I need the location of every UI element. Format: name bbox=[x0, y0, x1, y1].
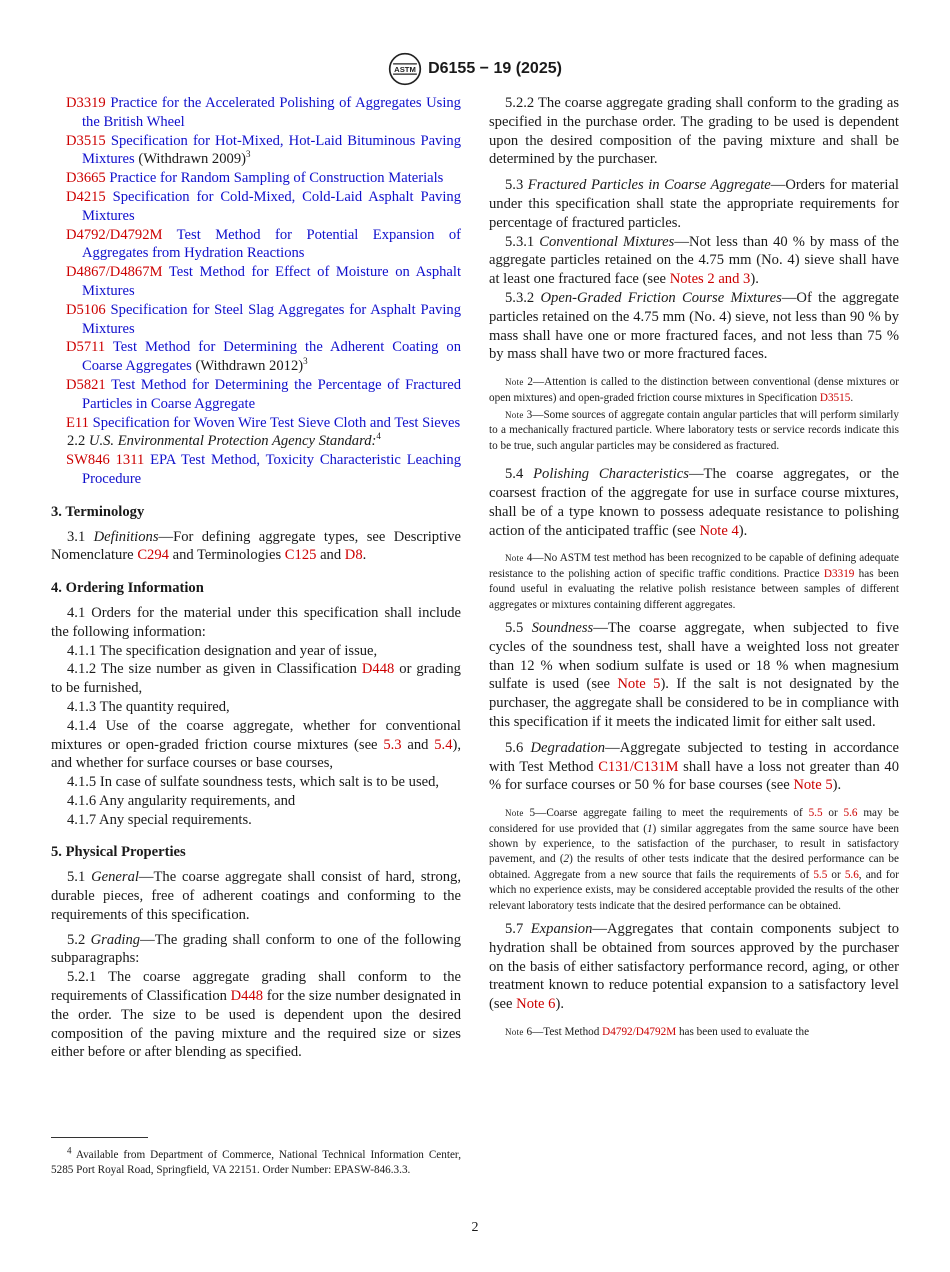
designation-title: D6155 − 19 (2025) bbox=[428, 60, 562, 77]
reference-item bbox=[51, 226, 461, 264]
ref-title-link[interactable]: Specification for Woven Wire Test Sieve Cloth and Test Sieves bbox=[92, 414, 461, 431]
ref-link[interactable]: C125 bbox=[284, 547, 317, 564]
page-header bbox=[0, 52, 950, 91]
ref-title-link[interactable]: Specification for Hot-Mixed, Hot-Laid Bituminous Paving Mixtures bbox=[82, 132, 461, 168]
ref-title-link[interactable]: EPA Test Method, Toxicity Characteristic Leaching Procedure bbox=[82, 452, 461, 487]
ref-code-link[interactable]: D3665 bbox=[66, 170, 106, 187]
reference-item bbox=[51, 376, 461, 414]
paragraph-5-7: 5.7 Expansion—Aggregates that contain components subject to hydration shall be obtained from sources approved by the purchaser on the basis of either satisfactory performance record, aging, or other treatment known to reduce potential expansion to a satisfactory level (see Note 6). bbox=[489, 921, 900, 1013]
ref-link[interactable]: C131/C131M bbox=[598, 758, 679, 775]
paragraph-5-3-1: 5.3.1 Conventional Mixtures—Not less than 40 % by mass of the aggregate particles retained on the 4.75 mm (No. 4) sieve shall have at least one fractured face (see Notes 2 and 3). bbox=[489, 233, 899, 288]
paragraph-4-1-4: 4.1.4 Use of the coarse aggregate, whether for conventional mixtures or open-graded friction course mixtures (see 5.3 and 5.4), and whether for surface courses or base courses, bbox=[51, 717, 462, 772]
svg-text:ASTM: ASTM bbox=[394, 64, 416, 74]
reference-item bbox=[51, 188, 461, 226]
ref-link[interactable]: D448 bbox=[361, 661, 395, 678]
left-column bbox=[51, 94, 461, 1062]
footnote-separator bbox=[51, 1137, 148, 1138]
paragraph-4-1-5: 4.1.5 In case of sulfate soundness tests, which salt is to be used, bbox=[67, 774, 440, 791]
paragraph-5-2-1: 5.2.1 The coarse aggregate grading shall conform to the requirements of Classification D448 for the size number designated in the order. The size to be used is dependent upon the desired composition of the paving mixture and the required size or sizes either before or after blending as specified. bbox=[51, 969, 461, 1061]
ref-code-link[interactable]: D5821 bbox=[66, 376, 106, 393]
reference-item bbox=[51, 451, 461, 489]
section-heading-ordering: 4. Ordering Information bbox=[51, 580, 204, 597]
section-link[interactable]: 5.5 bbox=[813, 868, 828, 881]
paragraph-4-1-2: 4.1.2 The size number as given in Classification D448 or grading to be furnished, bbox=[51, 661, 461, 697]
note-link[interactable]: Note 5 bbox=[793, 777, 833, 794]
ref-code-link[interactable]: SW846 1311 bbox=[66, 452, 145, 469]
note-6: Note 6—Test Method D4792/D4792M has been used to evaluate the bbox=[505, 1026, 810, 1038]
paragraph-5-5: 5.5 Soundness—The coarse aggregate, when subjected to five cycles of the soundness test, shall have a weighted loss not greater than 12 % when sodium sulfate is used or 18 % when magnesium sulfate is used (see Note 5). If the salt is not designated by the purchaser, the aggregate shall be considered to be in compliance with this specification if it meets the indicated limit for either salt used. bbox=[489, 620, 899, 730]
epa-standard-heading: 2.2 U.S. Environmental Protection Agency Standard:$^4$ bbox=[67, 431, 381, 450]
ref-footnote-mark: 3 bbox=[245, 149, 251, 160]
ref-title-link[interactable]: Test Method for Potential Expansion of Aggregates from Hydration Reactions bbox=[82, 226, 461, 262]
paragraph-5-3: 5.3 Fractured Particles in Coarse Aggregate—Orders for material under this specification shall state the appropriate requirements for percentage of fractured particles. bbox=[489, 177, 899, 231]
paragraph-5-4: 5.4 Polishing Characteristics—The coarse aggregates, or the coarsest fraction of the aggregate for use in surface course mixtures, shall be of a type known to possess adequate resistance to polishing action of the anticipated traffic (see Note 4). bbox=[489, 466, 899, 539]
ref-withdrawn-note: (Withdrawn 2009) bbox=[134, 151, 246, 168]
reference-item bbox=[51, 132, 461, 170]
astm-logo-icon bbox=[388, 52, 422, 86]
paragraph-4-1-1: 4.1.1 The specification designation and year of issue, bbox=[67, 642, 378, 659]
section-link[interactable]: 5.6 bbox=[843, 807, 858, 820]
paragraph-3-1: 3.1 Definitions—For defining aggregate types, see Descriptive Nomenclature C294 and Terminologies C125 and D8. bbox=[51, 528, 461, 564]
note-4: Note 4—No ASTM test method has been recognized to be capable of defining adequate resistance to the polishing action of specific traffic conditions. Practice D3319 has been found useful in evaluating the relative polish resistance between samples of different aggregates or mixtures containing different aggregates. bbox=[489, 552, 899, 611]
paragraph-5-3-2: 5.3.2 Open-Graded Friction Course Mixtures—Of the aggregate particles retained on the 4.75 mm (No. 4) sieve, not less than 90 % by mass shall have one or more fractured faces, and not less than 75 % by mass shall have two or more fractured faces. bbox=[489, 289, 899, 363]
reference-item bbox=[51, 414, 461, 433]
note-link[interactable]: Note 4 bbox=[699, 522, 739, 539]
note-5: Note 5—Coarse aggregate failing to meet the requirements of 5.5 or 5.6 may be considered for use provided that (1) similar aggregates from the same source have been shown by experience, to the satisfaction of the purchaser, to result in satisfactory pavement, and (2) the results of other tests indicate that the desired performance can be obtained. Aggregate from a new source that fails the requirements of 5.5 or 5.6, and for which no experience exists, may be considered acceptable provided the results of the other relevant laboratory tests indicate that the desired performance can be obtained. bbox=[489, 807, 899, 912]
note-2: Note 2—Attention is called to the distinction between conventional (dense mixtures or open mixtures) and open-graded friction course mixtures in Specification D3515. bbox=[489, 376, 900, 404]
ref-link[interactable]: D3319 bbox=[823, 567, 855, 580]
ref-title-link[interactable]: Practice for the Accelerated Polishing of Aggregates Using the British Wheel bbox=[82, 95, 461, 130]
ref-code-link[interactable]: E11 bbox=[66, 414, 89, 431]
ref-code-link[interactable]: D5711 bbox=[66, 339, 106, 356]
reference-item bbox=[51, 169, 461, 188]
page-number: 2 bbox=[471, 1220, 479, 1235]
section-link[interactable]: 5.3 bbox=[383, 736, 402, 753]
ref-code-link[interactable]: D4215 bbox=[66, 188, 106, 205]
reference-item bbox=[51, 301, 461, 339]
ref-title-link[interactable]: Specification for Steel Slag Aggregates for Asphalt Paving Mixtures bbox=[82, 301, 461, 337]
paragraph-4-1-6: 4.1.6 Any angularity requirements, and bbox=[67, 792, 296, 809]
ref-link[interactable]: D3515 bbox=[819, 391, 851, 404]
section-link[interactable]: 5.4 bbox=[434, 736, 453, 753]
ref-code-link[interactable]: D4792/D4792M bbox=[66, 226, 163, 243]
ref-link[interactable]: D448 bbox=[230, 988, 264, 1005]
ref-code-link[interactable]: D5106 bbox=[66, 301, 106, 318]
ref-footnote-mark: 3 bbox=[303, 356, 308, 367]
reference-list bbox=[51, 94, 461, 432]
note-link[interactable]: Note 6 bbox=[516, 996, 556, 1013]
ref-link[interactable]: D8 bbox=[344, 547, 363, 564]
footnote-4: $^4$ Available from Department of Commerce, National Technical Information Center, 5285 Port Royal Road, Springfield, VA 22151. Order Number: EPASW-846.3.3. bbox=[51, 1145, 461, 1177]
paragraph-5-2: 5.2 Grading—The grading shall conform to one of the following subparagraphs: bbox=[51, 931, 461, 967]
section-heading-physical: 5. Physical Properties bbox=[51, 844, 186, 861]
section-link[interactable]: 5.6 bbox=[844, 868, 859, 881]
ref-link[interactable]: C294 bbox=[137, 547, 169, 564]
ref-title-link[interactable]: Test Method for Determining the Percentage of Fractured Particles in Coarse Aggregate bbox=[82, 376, 461, 412]
paragraph-4-1-3: 4.1.3 The quantity required, bbox=[67, 698, 230, 715]
reference-item bbox=[51, 94, 461, 132]
ref-withdrawn-note: (Withdrawn 2012) bbox=[191, 358, 304, 375]
section-heading-terminology: 3. Terminology bbox=[51, 503, 145, 520]
ref-title-link[interactable]: Practice for Random Sampling of Construction Materials bbox=[109, 170, 444, 187]
paragraph-5-2-2: 5.2.2 The coarse aggregate grading shall conform to the grading as specified in the purchase order. The grading to be used is dependent upon the desired composition of the paving mixture and shall be determined by the purchaser. bbox=[489, 95, 899, 168]
ref-code-link[interactable]: D3319 bbox=[66, 95, 106, 111]
ref-title-link[interactable]: Test Method for Determining the Adherent Coating on Coarse Aggregates bbox=[82, 339, 461, 375]
note-link[interactable]: Note 5 bbox=[617, 676, 661, 693]
ref-link[interactable]: D4792/D4792M bbox=[602, 1026, 677, 1038]
paragraph-4-1-7: 4.1.7 Any special requirements. bbox=[67, 811, 252, 828]
ref-code-link[interactable]: D3515 bbox=[66, 132, 106, 149]
ref-title-link[interactable]: Specification for Cold-Mixed, Cold-Laid Asphalt Paving Mixtures bbox=[82, 188, 461, 224]
section-link[interactable]: 5.5 bbox=[808, 807, 823, 820]
reference-item bbox=[51, 263, 461, 301]
paragraph-4-1: 4.1 Orders for the material under this specification shall include the following information: bbox=[51, 604, 461, 640]
paragraph-5-1: 5.1 General—The coarse aggregate shall consist of hard, strong, durable pieces, free of adherent coatings and conforming to the requirements of this specification. bbox=[51, 869, 461, 923]
right-column bbox=[489, 94, 899, 1040]
note-link[interactable]: Notes 2 and 3 bbox=[669, 271, 751, 288]
reference-item bbox=[51, 338, 461, 376]
paragraph-5-6: 5.6 Degradation—Aggregate subjected to testing in accordance with Test Method C131/C131M shall have a loss not greater than 40 % for surface courses or 50 % for base courses (see Note 5). bbox=[489, 739, 900, 794]
ref-code-link[interactable]: D4867/D4867M bbox=[66, 264, 163, 281]
note-3: Note 3—Some sources of aggregate contain angular particles that will perform similarly to a mechanically fractured particle. Where laboratory tests or service records indicate this to be true, such angular particles may be considered as fractured. bbox=[489, 408, 900, 452]
ref-title-link[interactable]: Test Method for Effect of Moisture on Asphalt Mixtures bbox=[82, 264, 461, 299]
